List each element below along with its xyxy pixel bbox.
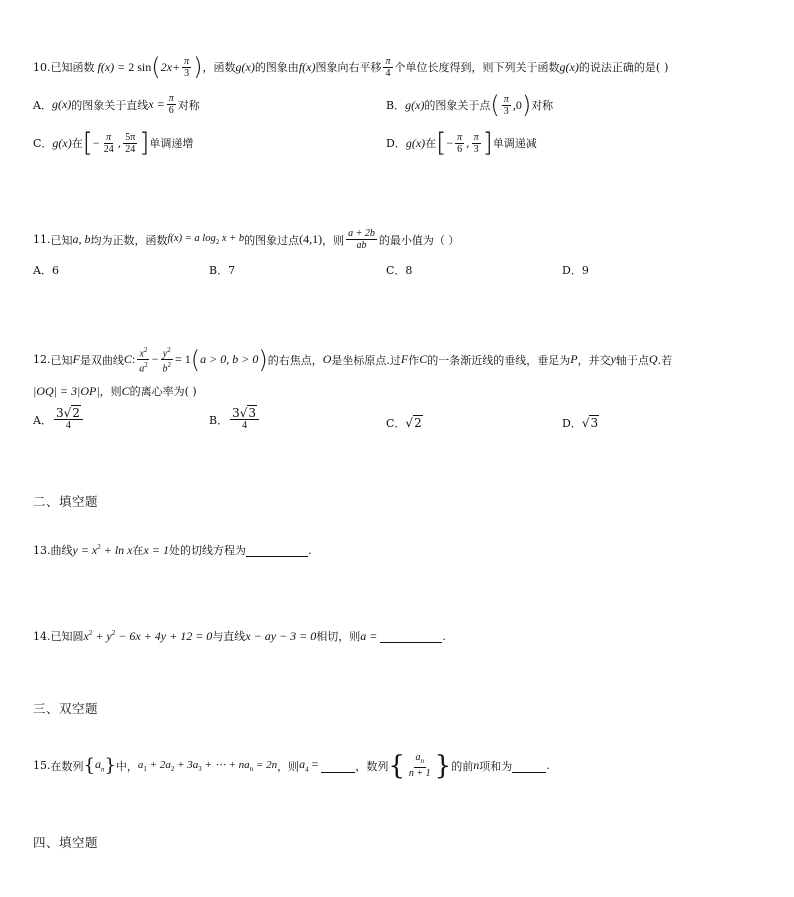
q12-option-b[interactable]: B． $\frac{3√3}{4}$ [209,408,261,431]
q13-answer-blank[interactable] [246,543,308,557]
q11-number: 11. [33,233,51,246]
q12-option-a[interactable]: A． $\frac{3√2}{4}$ [33,408,85,431]
q14-number: 14. [33,629,51,643]
q15-answer-blank-2[interactable] [512,759,546,773]
frac-a-2b-over-ab: $\frac{a + 2b}{ab}$ [348,228,375,251]
q14-stem: 14. 已知圆 $x^2 + y^2 - 6x + 4y + 12 = 0$ 与直线 x − ay − 3 = 0 相切，则 a = . [33,628,446,643]
q12-option-d[interactable]: D． √3 [562,416,599,430]
q13-number: 13. [33,543,51,557]
q12-stem: 12. 已知 F 是双曲线 C: $\frac{x^2}{a^2}$ − $\frac{y^2}{b^2}$ = 1 ( a > 0, b > 0 ) 的右焦点， O 是坐标原点.过 F 作 C 的一条渐近线的垂线，垂足为 P ，并交 y 轴于点 Q .若 [33,345,673,375]
section-heading-double-blank: 三、双空题 [33,701,99,716]
q14-answer-blank[interactable] [380,629,442,643]
q15-stem: 15. 在数列 { $a_n$ } 中， $a_1 + 2a_2 + 3a_3$ + ⋯ + $na_n = 2n$ ，则 $a_4$ = ，数列 { $\frac{a_n}{n + 1}$ } 的前 n 项和为 . [33,750,550,781]
q11-option-c[interactable]: C．8 [386,264,413,277]
frac-pi-4: $\frac{\pi}{4}$ [385,55,391,79]
q12-number: 12. [33,353,51,367]
q11-stem: 11. 已知 a, b 均为正数，函数 f(x) = a $\log_2 x + b$ 的图象过点 (4,1) ，则 $\frac{a + 2b}{ab}$ 的最小值为（ ） [33,228,460,251]
q10-number: 10. [33,60,51,74]
q13-stem: 13. 曲线 $y = x^2 + \ln x$ 在 x = 1 处的切线方程为 . [33,542,312,557]
section-heading-fill-blank-2: 四、填空题 [33,835,99,850]
q12-option-c[interactable]: C． √2 [386,416,422,430]
frac-pi-3: $\frac{\pi}{3}$ [184,55,190,79]
q10-option-c[interactable]: C． g(x) 在 [ − $\frac{\pi}{24}$ , $\frac{5\pi}{24}$ ] 单调递增 [33,128,194,158]
section-heading-fill-blank: 二、填空题 [33,494,99,509]
q10-option-d[interactable]: D． g(x) 在 [ − $\frac{\pi}{6}$ , $\frac{\pi}{3}$ ] 单调递减 [386,128,537,158]
q10-stem: 10. 已知函数 f(x) = 2 sin ( 2x+ $\frac{\pi}{3}$ ) ，函数 g(x) 的图象由 f(x) 图象向右平移 $\frac{\pi}{4}$ 个单位长度得到，则下列关于函数 g(x) 的说法正确的是( ) [33,53,669,81]
q11-option-d[interactable]: D．9 [562,264,589,277]
q11-option-a[interactable]: A．6 [33,264,59,277]
q12-stem-line2: |OQ| = 3|OP| ，则 C 的离心率为( ) [33,383,197,398]
q15-number: 15. [33,759,51,772]
q11-option-b[interactable]: B．7 [209,264,236,277]
q10-option-a[interactable]: A． g(x) 的图象关于直线 x = $\frac{\pi}{6}$ 对称 [33,93,200,116]
q15-answer-blank-1[interactable] [321,759,355,773]
q10-option-b[interactable]: B． g(x) 的图象关于点 ( $\frac{\pi}{3}$ ,0 ) 对称 [386,91,554,119]
